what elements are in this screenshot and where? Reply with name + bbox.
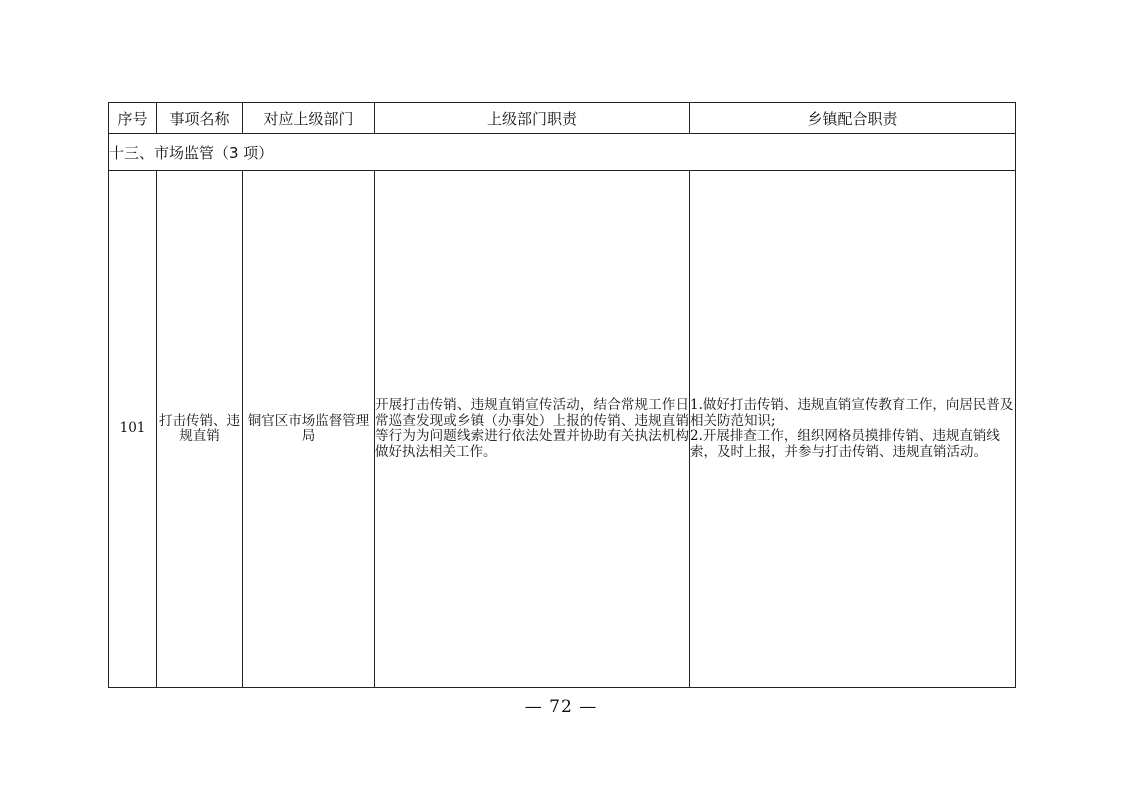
row-department: 铜官区市场监督管理局 (243, 171, 375, 688)
header-item-name: 事项名称 (157, 103, 243, 134)
header-superior-duty: 上级部门职责 (375, 103, 690, 134)
township-duty-item: 1.做好打击传销、违规直销宣传教育工作，向居民普及相关防范知识; (690, 397, 1014, 429)
table-header-row (109, 103, 1016, 134)
page-number: — 72 — (524, 697, 598, 717)
row-township-duties (690, 171, 1016, 688)
header-number: 序号 (109, 103, 157, 134)
section-row (109, 134, 1016, 171)
header-department: 对应上级部门 (243, 103, 375, 134)
responsibility-table (108, 102, 1016, 688)
header-township-duty: 乡镇配合职责 (690, 103, 1016, 134)
row-item-name: 打击传销、违规直销 (157, 171, 243, 688)
row-superior-duty: 开展打击传销、违规直销宣传活动，结合常规工作日常巡查发现或乡镇（办事处）上报的传销、违规直销等行为为问题线索进行依法处置并协助有关执法机构做好执法相关工作。 (375, 171, 690, 688)
section-title: 十三、市场监管（3 项） (109, 134, 1016, 171)
row-number: 101 (109, 171, 157, 688)
township-duty-item: 2.开展排查工作，组织网格员摸排传销、违规直销线索，及时上报，并参与打击传销、违规直销活动。 (690, 428, 1000, 460)
table-row (109, 171, 1016, 688)
